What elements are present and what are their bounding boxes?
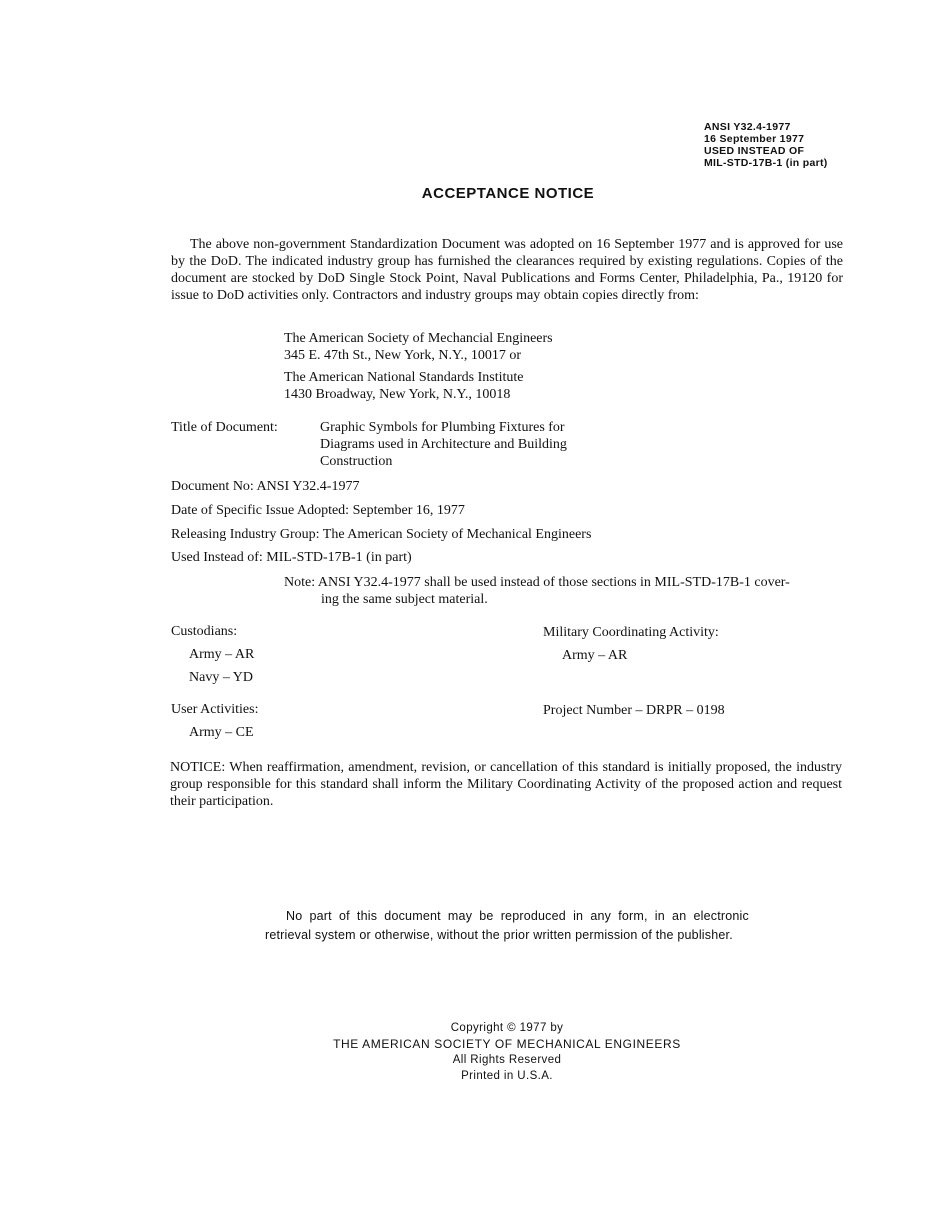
date-adopted: Date of Specific Issue Adopted: September 16, 1977 xyxy=(171,503,465,518)
rights-reserved: All Rights Reserved xyxy=(452,1054,562,1066)
custodian-army: Army – AR xyxy=(189,647,255,662)
notice-paragraph: NOTICE: When reaffirmation, amendment, revision, or cancellation of this standard is initially proposed, the industry group responsible for this standard shall inform the Military Coordinating Activity of the proposed action and request their participation. xyxy=(170,760,842,809)
address-asme xyxy=(284,330,553,364)
address-ansi-street: 1430 Broadway, New York, N.Y., 10018 xyxy=(284,387,511,402)
user-activity-army: Army – CE xyxy=(189,725,254,740)
header-standard-number: ANSI Y32.4-1977 xyxy=(704,121,791,133)
address-ansi-name: The American National Standards Institute xyxy=(284,370,524,385)
military-army: Army – AR xyxy=(562,648,628,663)
custodians-label: Custodians: xyxy=(171,624,238,639)
document-title-value: Graphic Symbols for Plumbing Fixtures for Diagrams used in Architecture and Building Construction xyxy=(320,420,567,469)
copyright-block xyxy=(0,1020,950,1084)
header-mil-std: MIL-STD-17B-1 (in part) xyxy=(704,157,828,169)
address-asme-name: The American Society of Mechancial Engineers xyxy=(284,331,553,346)
custodian-navy: Navy – YD xyxy=(189,670,254,685)
user-activities-label: User Activities: xyxy=(171,702,259,717)
copyright-owner: THE AMERICAN SOCIETY OF MECHANICAL ENGINEERS xyxy=(333,1037,681,1051)
project-number: Project Number – DRPR – 0198 xyxy=(543,703,725,718)
address-asme-street: 345 E. 47th St., New York, N.Y., 10017 or xyxy=(284,348,521,363)
note xyxy=(284,574,844,608)
military-coordinating-label: Military Coordinating Activity: xyxy=(543,625,719,640)
note-line-1: Note: ANSI Y32.4-1977 shall be used instead of those sections in MIL-STD-17B-1 cover- xyxy=(284,575,790,590)
document-header xyxy=(704,121,828,169)
reproduction-notice xyxy=(265,907,749,945)
intro-paragraph: The above non-government Standardization Document was adopted on 16 September 1977 and is approved for use by the DoD. The indicated industry group has furnished the clearances required by existing regulations. Copies of the document are stocked by DoD Single Stock Point, Naval Publications and Forms Center, Philadelphia, Pa., 19120 for issue to DoD activities only. Contractors and industry groups may obtain copies directly from: xyxy=(171,237,843,303)
page-title: ACCEPTANCE NOTICE xyxy=(421,185,595,202)
note-line-2: ing the same subject material. xyxy=(321,592,488,607)
printed-in: Printed in U.S.A. xyxy=(461,1070,553,1082)
header-date: 16 September 1977 xyxy=(704,133,805,145)
releasing-industry-group: Releasing Industry Group: The American Society of Mechanical Engineers xyxy=(171,527,592,542)
copyright-line: Copyright © 1977 by xyxy=(450,1022,564,1034)
used-instead-of: Used Instead of: MIL-STD-17B-1 (in part) xyxy=(171,550,412,565)
address-ansi xyxy=(284,369,524,403)
header-used-instead: USED INSTEAD OF xyxy=(704,145,805,157)
reproduction-text: No part of this document may be reproduced in any form, in an electronic retrieval system or otherwise, without the prior written permission of the publisher. xyxy=(265,909,749,942)
document-title-label: Title of Document: xyxy=(171,420,278,435)
document-number: Document No: ANSI Y32.4-1977 xyxy=(171,479,360,494)
